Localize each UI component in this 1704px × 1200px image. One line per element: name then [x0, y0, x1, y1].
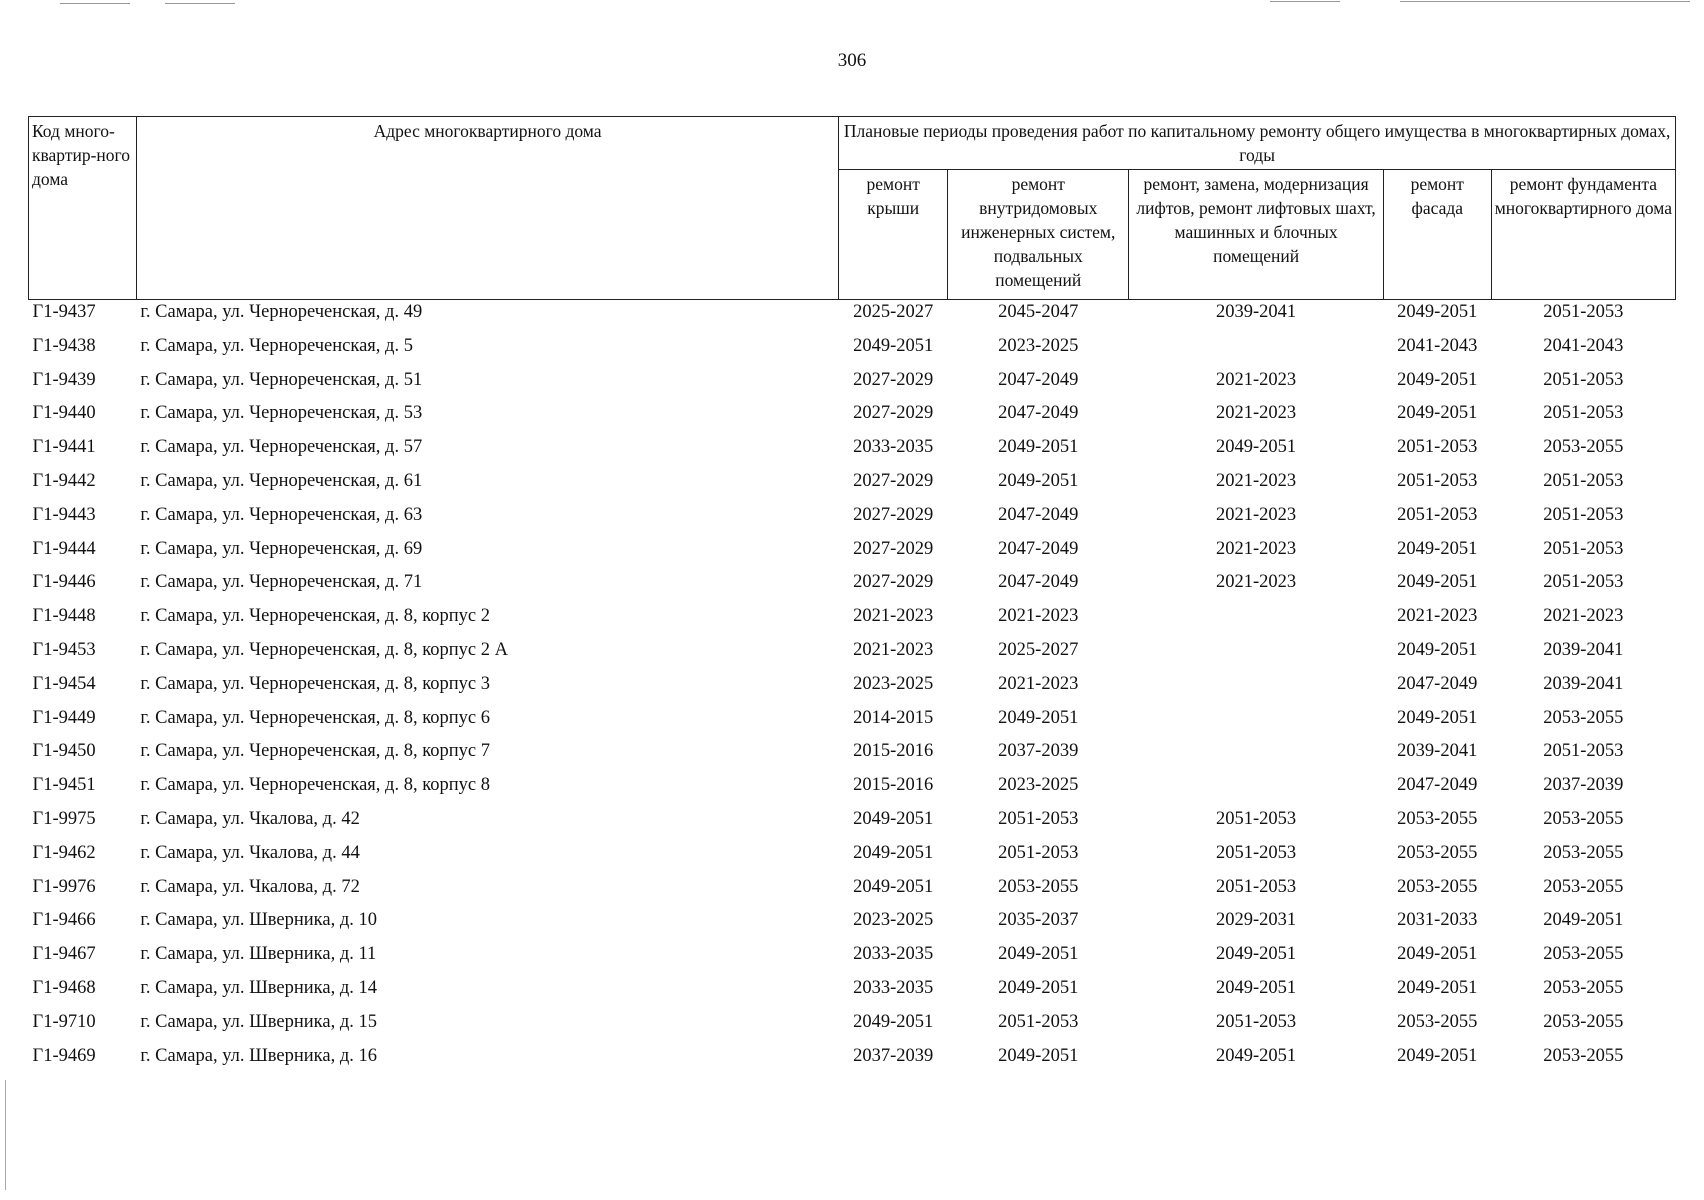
foundation-period-cell: 2049-2051 [1543, 910, 1624, 931]
house-code-cell: Г1-9449 [32, 707, 96, 728]
table-row [29, 807, 1676, 841]
house-code-cell: Г1-9451 [32, 775, 96, 796]
facade-period-cell: 2049-2051 [1397, 302, 1478, 322]
roof-period-cell: 2027-2029 [853, 369, 934, 390]
house-code-cell: Г1-9450 [32, 741, 96, 762]
facade-period-cell: 2031-2033 [1397, 910, 1478, 931]
table-row [29, 570, 1676, 604]
roof-period-cell: 2033-2035 [853, 437, 934, 458]
engineering-period-cell: 2047-2049 [998, 403, 1079, 424]
house-code-cell: Г1-9975 [32, 808, 96, 829]
house-code-cell: Г1-9976 [32, 876, 96, 897]
elevator-period-cell: 2039-2041 [1215, 302, 1297, 322]
engineering-period-cell: 2049-2051 [998, 944, 1079, 965]
table-row [29, 537, 1676, 571]
address-cell: г. Самара, ул. Чернореченская, д. 51 [140, 369, 423, 390]
facade-period-cell: 2047-2049 [1397, 775, 1478, 796]
house-code-cell: Г1-9446 [32, 572, 96, 593]
engineering-period-cell: 2021-2023 [998, 606, 1079, 627]
foundation-period-cell: 2051-2053 [1543, 572, 1624, 593]
foundation-period-cell: 2053-2055 [1543, 1011, 1624, 1032]
elevator-period-cell: 2021-2023 [1215, 504, 1297, 525]
roof-period-cell: 2027-2029 [853, 403, 934, 424]
address-cell: г. Самара, ул. Чернореченская, д. 8, корпус 8 [140, 775, 491, 796]
engineering-period-cell: 2049-2051 [998, 470, 1079, 491]
elevator-period-cell: 2021-2023 [1215, 403, 1297, 424]
table-row [29, 604, 1676, 638]
table-row [29, 1010, 1676, 1044]
foundation-period-cell: 2041-2043 [1543, 335, 1624, 356]
facade-period-cell: 2049-2051 [1397, 1045, 1478, 1066]
house-code-cell: Г1-9442 [32, 470, 96, 491]
foundation-period-cell: 2051-2053 [1543, 504, 1624, 525]
engineering-period-cell: 2047-2049 [998, 369, 1079, 390]
address-cell: г. Самара, ул. Чернореченская, д. 49 [140, 302, 423, 322]
facade-period-cell: 2051-2053 [1397, 437, 1478, 458]
scan-edge [5, 1080, 6, 1190]
house-code-cell: Г1-9441 [32, 437, 96, 458]
house-code-cell: Г1-9462 [32, 842, 96, 863]
foundation-period-cell: 2051-2053 [1543, 369, 1624, 390]
house-code-cell: Г1-9440 [32, 403, 96, 424]
elevator-period-cell [1129, 773, 1383, 807]
engineering-period-cell: 2049-2051 [998, 707, 1079, 728]
engineering-period-cell: 2053-2055 [998, 876, 1079, 897]
address-cell: г. Самара, ул. Чернореченская, д. 61 [140, 470, 423, 491]
facade-period-cell: 2049-2051 [1397, 403, 1478, 424]
engineering-period-cell: 2049-2051 [998, 1045, 1079, 1066]
foundation-period-cell: 2053-2055 [1543, 437, 1624, 458]
engineering-period-cell: 2049-2051 [998, 437, 1079, 458]
address-cell: г. Самара, ул. Чернореченская, д. 8, корпус 2 [140, 606, 491, 627]
house-code-cell: Г1-9467 [32, 944, 96, 965]
engineering-period-cell: 2047-2049 [998, 538, 1079, 559]
facade-period-cell: 2041-2043 [1397, 335, 1478, 356]
engineering-period-cell: 2023-2025 [998, 335, 1079, 356]
roof-period-cell: 2015-2016 [853, 741, 934, 762]
engineering-period-cell: 2047-2049 [998, 504, 1079, 525]
header-elevator-repair: ремонт, замена, модернизация лифтов, ремонт лифтовых шахт, машинных и блочных помещений [1129, 170, 1383, 300]
roof-period-cell: 2027-2029 [853, 572, 934, 593]
address-cell: г. Самара, ул. Шверника, д. 10 [140, 910, 377, 931]
capital-repair-table [28, 116, 1676, 1077]
elevator-period-cell: 2051-2053 [1215, 842, 1297, 863]
roof-period-cell: 2027-2029 [853, 504, 934, 525]
facade-period-cell: 2053-2055 [1397, 1011, 1478, 1032]
house-code-cell: Г1-9454 [32, 673, 96, 694]
table-row [29, 672, 1676, 706]
house-code-cell: Г1-9448 [32, 606, 96, 627]
facade-period-cell: 2021-2023 [1397, 606, 1478, 627]
house-code-cell: Г1-9469 [32, 1045, 96, 1066]
table-body [29, 300, 1676, 1078]
table-row [29, 368, 1676, 402]
house-code-cell: Г1-9710 [32, 1011, 96, 1032]
facade-period-cell: 2049-2051 [1397, 944, 1478, 965]
elevator-period-cell: 2029-2031 [1215, 910, 1297, 931]
address-cell: г. Самара, ул. Шверника, д. 16 [140, 1045, 377, 1066]
foundation-period-cell: 2021-2023 [1543, 606, 1624, 627]
foundation-period-cell: 2051-2053 [1543, 741, 1624, 762]
address-cell: г. Самара, ул. Чернореченская, д. 53 [140, 403, 423, 424]
address-cell: г. Самара, ул. Чернореченская, д. 8, корпус 7 [140, 741, 491, 762]
table-row [29, 469, 1676, 503]
foundation-period-cell: 2051-2053 [1543, 302, 1624, 322]
engineering-period-cell: 2045-2047 [998, 302, 1079, 322]
house-code-cell: Г1-9468 [32, 977, 96, 998]
house-code-cell: Г1-9443 [32, 504, 96, 525]
table-row [29, 334, 1676, 368]
engineering-period-cell: 2051-2053 [998, 842, 1079, 863]
page-number: 306 [837, 50, 867, 71]
roof-period-cell: 2023-2025 [853, 910, 934, 931]
elevator-period-cell: 2049-2051 [1215, 977, 1297, 998]
foundation-period-cell: 2051-2053 [1543, 470, 1624, 491]
table-row [29, 739, 1676, 773]
table-row [29, 638, 1676, 672]
elevator-period-cell: 2051-2053 [1215, 1011, 1297, 1032]
header-planned-periods: Плановые периоды проведения работ по капитальному ремонту общего имущества в многоквартирных домах, годы [839, 117, 1676, 170]
foundation-period-cell: 2053-2055 [1543, 842, 1624, 863]
facade-period-cell: 2047-2049 [1397, 673, 1478, 694]
foundation-period-cell: 2039-2041 [1543, 673, 1624, 694]
elevator-period-cell: 2021-2023 [1215, 369, 1297, 390]
table-row [29, 841, 1676, 875]
foundation-period-cell: 2053-2055 [1543, 1045, 1624, 1066]
elevator-period-cell: 2051-2053 [1215, 808, 1297, 829]
foundation-period-cell: 2053-2055 [1543, 707, 1624, 728]
elevator-period-cell: 2049-2051 [1215, 437, 1297, 458]
header-engineering-repair: ремонт внутридомовых инженерных систем, подвальных помещений [948, 170, 1129, 300]
elevator-period-cell: 2021-2023 [1215, 572, 1297, 593]
roof-period-cell: 2021-2023 [853, 639, 934, 660]
facade-period-cell: 2049-2051 [1397, 707, 1478, 728]
header-facade-repair: ремонт фасада [1383, 170, 1491, 300]
table-row [29, 706, 1676, 740]
foundation-period-cell: 2037-2039 [1543, 775, 1624, 796]
foundation-period-cell: 2051-2053 [1543, 538, 1624, 559]
facade-period-cell: 2049-2051 [1397, 572, 1478, 593]
scan-artifact [165, 3, 235, 4]
header-house-code: Код много-квартир-ного дома [29, 117, 137, 300]
address-cell: г. Самара, ул. Чернореченская, д. 57 [140, 437, 423, 458]
foundation-period-cell: 2053-2055 [1543, 808, 1624, 829]
table-row [29, 875, 1676, 909]
engineering-period-cell: 2049-2051 [998, 977, 1079, 998]
facade-period-cell: 2049-2051 [1397, 977, 1478, 998]
scan-artifact [60, 3, 130, 4]
roof-period-cell: 2023-2025 [853, 673, 934, 694]
table-row [29, 942, 1676, 976]
table-row [29, 1044, 1676, 1078]
facade-period-cell: 2051-2053 [1397, 504, 1478, 525]
scan-artifact [1270, 1, 1340, 2]
roof-period-cell: 2049-2051 [853, 842, 934, 863]
facade-period-cell: 2051-2053 [1397, 470, 1478, 491]
address-cell: г. Самара, ул. Чернореченская, д. 63 [140, 504, 423, 525]
address-cell: г. Самара, ул. Шверника, д. 15 [140, 1011, 377, 1032]
elevator-period-cell: 2049-2051 [1215, 944, 1297, 965]
roof-period-cell: 2014-2015 [853, 707, 934, 728]
address-cell: г. Самара, ул. Шверника, д. 11 [140, 944, 377, 965]
engineering-period-cell: 2023-2025 [998, 775, 1079, 796]
engineering-period-cell: 2051-2053 [998, 808, 1079, 829]
house-code-cell: Г1-9439 [32, 369, 96, 390]
engineering-period-cell: 2051-2053 [998, 1011, 1079, 1032]
roof-period-cell: 2027-2029 [853, 538, 934, 559]
elevator-period-cell [1129, 604, 1383, 638]
elevator-period-cell: 2021-2023 [1215, 470, 1297, 491]
house-code-cell: Г1-9444 [32, 538, 96, 559]
elevator-period-cell: 2021-2023 [1215, 538, 1297, 559]
house-code-cell: Г1-9437 [32, 302, 96, 322]
engineering-period-cell: 2035-2037 [998, 910, 1079, 931]
house-code-cell: Г1-9453 [32, 639, 96, 660]
roof-period-cell: 2049-2051 [853, 808, 934, 829]
roof-period-cell: 2021-2023 [853, 606, 934, 627]
table-row [29, 300, 1676, 334]
address-cell: г. Самара, ул. Чернореченская, д. 5 [140, 335, 413, 356]
address-cell: г. Самара, ул. Чернореченская, д. 8, корпус 2 А [140, 639, 508, 660]
address-cell: г. Самара, ул. Чернореченская, д. 69 [140, 538, 423, 559]
engineering-period-cell: 2021-2023 [998, 673, 1079, 694]
address-cell: г. Самара, ул. Чернореченская, д. 8, корпус 3 [140, 673, 491, 694]
roof-period-cell: 2049-2051 [853, 876, 934, 897]
house-code-cell: Г1-9438 [32, 335, 96, 356]
table-row [29, 908, 1676, 942]
address-cell: г. Самара, ул. Чернореченская, д. 71 [140, 572, 423, 593]
foundation-period-cell: 2051-2053 [1543, 403, 1624, 424]
elevator-period-cell: 2049-2051 [1215, 1045, 1297, 1066]
address-cell: г. Самара, ул. Чернореченская, д. 8, корпус 6 [140, 707, 491, 728]
facade-period-cell: 2053-2055 [1397, 808, 1478, 829]
facade-period-cell: 2049-2051 [1397, 639, 1478, 660]
foundation-period-cell: 2053-2055 [1543, 944, 1624, 965]
foundation-period-cell: 2053-2055 [1543, 977, 1624, 998]
address-cell: г. Самара, ул. Чкалова, д. 44 [140, 842, 360, 863]
elevator-period-cell [1129, 706, 1383, 740]
roof-period-cell: 2015-2016 [853, 775, 934, 796]
address-cell: г. Самара, ул. Шверника, д. 14 [140, 977, 377, 998]
roof-period-cell: 2033-2035 [853, 944, 934, 965]
table-row [29, 503, 1676, 537]
engineering-period-cell: 2037-2039 [998, 741, 1079, 762]
facade-period-cell: 2053-2055 [1397, 842, 1478, 863]
house-code-cell: Г1-9466 [32, 910, 96, 931]
scan-artifact [1400, 1, 1690, 2]
facade-period-cell: 2049-2051 [1397, 369, 1478, 390]
facade-period-cell: 2039-2041 [1397, 741, 1478, 762]
header-foundation-repair: ремонт фундамента многоквартирного дома [1491, 170, 1675, 300]
elevator-period-cell: 2051-2053 [1215, 876, 1297, 897]
facade-period-cell: 2053-2055 [1397, 876, 1478, 897]
engineering-period-cell: 2025-2027 [998, 639, 1079, 660]
table-row [29, 773, 1676, 807]
foundation-period-cell: 2039-2041 [1543, 639, 1624, 660]
roof-period-cell: 2037-2039 [853, 1045, 934, 1066]
roof-period-cell: 2025-2027 [853, 302, 934, 322]
foundation-period-cell: 2053-2055 [1543, 876, 1624, 897]
header-roof-repair: ремонт крыши [839, 170, 948, 300]
roof-period-cell: 2033-2035 [853, 977, 934, 998]
table-row [29, 435, 1676, 469]
facade-period-cell: 2049-2051 [1397, 538, 1478, 559]
header-address: Адрес многоквартирного дома [136, 117, 838, 300]
elevator-period-cell [1129, 672, 1383, 706]
table-row [29, 401, 1676, 435]
elevator-period-cell [1129, 334, 1383, 368]
roof-period-cell: 2049-2051 [853, 335, 934, 356]
engineering-period-cell: 2047-2049 [998, 572, 1079, 593]
table-row [29, 976, 1676, 1010]
roof-period-cell: 2027-2029 [853, 470, 934, 491]
elevator-period-cell [1129, 638, 1383, 672]
address-cell: г. Самара, ул. Чкалова, д. 42 [140, 808, 360, 829]
address-cell: г. Самара, ул. Чкалова, д. 72 [140, 876, 360, 897]
roof-period-cell: 2049-2051 [853, 1011, 934, 1032]
elevator-period-cell [1129, 739, 1383, 773]
